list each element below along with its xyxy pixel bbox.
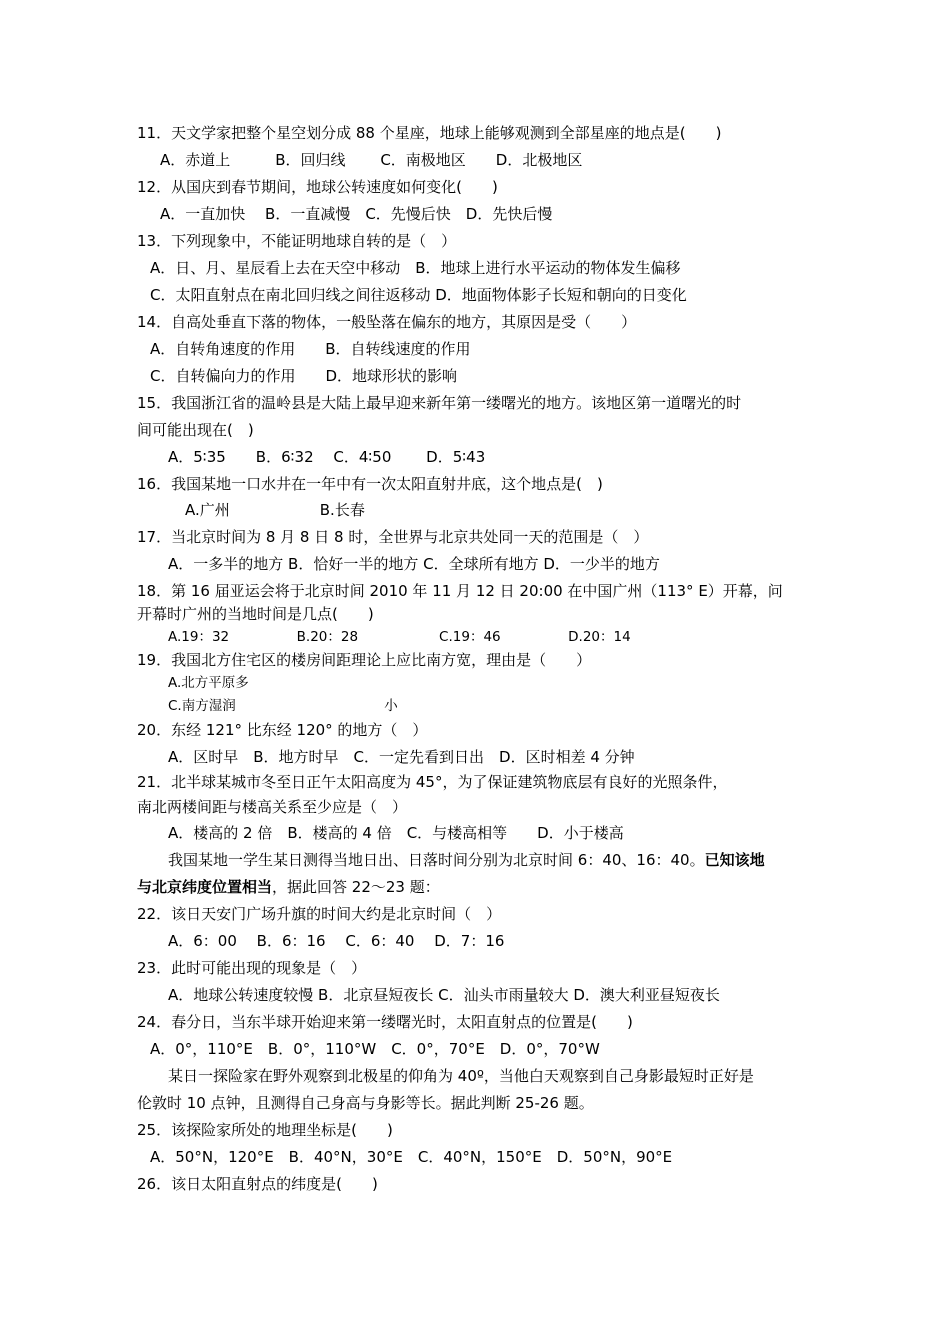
question-21: 21．北半球某城市冬至日正午太阳高度为 45°，为了保证建筑物底层有良好的光照条件， bbox=[137, 773, 728, 791]
question-17: 17．当北京时间为 8 月 8 日 8 时，全世界与北京共处同一天的范围是（ ） bbox=[137, 528, 649, 546]
question-25-options: A．50°N，120°E B．40°N，30°E C．40°N，150°E D．50°N，90°E bbox=[150, 1148, 673, 1166]
question-20: 20．东经 121° 比东经 120° 的地方（ ） bbox=[137, 721, 428, 739]
question-17-options: A．一多半的地方 B．恰好一半的地方 C．全球所有地方 D．一少半的地方 bbox=[168, 555, 660, 573]
question-13-options-ab: A．日、月、星辰看上去在天空中移动 B．地球上进行水平运动的物体发生偏移 bbox=[150, 259, 681, 277]
passage-25-26-cont: 伦敦时 10 点钟，且测得自己身高与身影等长。据此判断 25-26 题。 bbox=[137, 1094, 594, 1112]
question-15-options: A．5∶35 B．6∶32 C．4∶50 D．5∶43 bbox=[168, 448, 486, 466]
question-18-options: A.19：32 B.20：28 C.19：46 D.20：14 bbox=[168, 629, 631, 645]
question-16: 16．我国某地一口水井在一年中有一次太阳直射井底，这个地点是( ) bbox=[137, 475, 603, 493]
passage-22-23: 我国某地一学生某日测得当地日出、日落时间分别为北京时间 6：40、16：40。已知该地 bbox=[168, 851, 765, 869]
question-14-options-ab: A．自转角速度的作用 B．自转线速度的作用 bbox=[150, 340, 471, 358]
question-20-options: A．区时早 B．地方时早 C．一定先看到日出 D．区时相差 4 分钟 bbox=[168, 748, 635, 766]
question-22: 22．该日天安门广场升旗的时间大约是北京时间（ ） bbox=[137, 905, 502, 923]
question-26: 26．该日太阳直射点的纬度是( ) bbox=[137, 1175, 378, 1193]
question-13: 13．下列现象中，不能证明地球自转的是（ ） bbox=[137, 232, 457, 250]
question-15: 15．我国浙江省的温岭县是大陆上最早迎来新年第一缕曙光的地方。该地区第一道曙光的时 bbox=[137, 394, 742, 412]
passage-25-26: 某日一探险家在野外观察到北极星的仰角为 40º，当他白天观察到自己身影最短时正好是 bbox=[168, 1067, 754, 1085]
question-24: 24．春分日，当东半球开始迎来第一缕曙光时，太阳直射点的位置是( ) bbox=[137, 1013, 633, 1031]
question-16-options: A.广州 B.长春 bbox=[185, 501, 365, 519]
question-19: 19．我国北方住宅区的楼房间距理论上应比南方宽，理由是（ ） bbox=[137, 651, 592, 669]
question-19-option-c: C.南方湿润 小 bbox=[168, 698, 398, 714]
question-21-options: A．楼高的 2 倍 B．楼高的 4 倍 C．与楼高相等 D．小于楼高 bbox=[168, 824, 624, 842]
question-15-cont: 间可能出现在( ) bbox=[137, 421, 254, 439]
question-12-options: A．一直加快 B．一直减慢 C．先慢后快 D．先快后慢 bbox=[160, 205, 553, 223]
question-21-cont: 南北两楼间距与楼高关系至少应是（ ） bbox=[137, 798, 408, 816]
question-14: 14．自高处垂直下落的物体，一般坠落在偏东的地方，其原因是受（ ） bbox=[137, 313, 637, 331]
question-12: 12．从国庆到春节期间，地球公转速度如何变化( ) bbox=[137, 178, 498, 196]
question-19-option-a: A.北方平原多 bbox=[168, 675, 249, 691]
passage-22-23-cont: 与北京纬度位置相当，据此回答 22～23 题： bbox=[137, 878, 440, 896]
question-11-options: A．赤道上 B．回归线 C．南极地区 D．北极地区 bbox=[160, 151, 583, 169]
question-14-options-cd: C．自转偏向力的作用 D．地球形状的影响 bbox=[150, 367, 458, 385]
question-24-options: A．0°，110°E B．0°，110°W C．0°，70°E D．0°，70°W bbox=[150, 1040, 600, 1058]
question-18-cont: 开幕时广州的当地时间是几点( ) bbox=[137, 605, 374, 623]
question-23-options: A．地球公转速度较慢 B．北京昼短夜长 C．汕头市雨量较大 D．澳大利亚昼短夜长 bbox=[168, 986, 720, 1004]
question-11: 11．天文学家把整个星空划分成 88 个星座，地球上能够观测到全部星座的地点是( ) bbox=[137, 124, 722, 142]
question-22-options: A．6：00 B．6：16 C．6：40 D．7：16 bbox=[168, 932, 505, 950]
question-23: 23．此时可能出现的现象是（ ） bbox=[137, 959, 367, 977]
question-13-options-cd: C．太阳直射点在南北回归线之间往返移动 D．地面物体影子长短和朝向的日变化 bbox=[150, 286, 687, 304]
question-25: 25．该探险家所处的地理坐标是( ) bbox=[137, 1121, 393, 1139]
question-18: 18．第 16 届亚运会将于北京时间 2010 年 11 月 12 日 20:00 在中国广州（113° E）开幕，问 bbox=[137, 582, 783, 600]
